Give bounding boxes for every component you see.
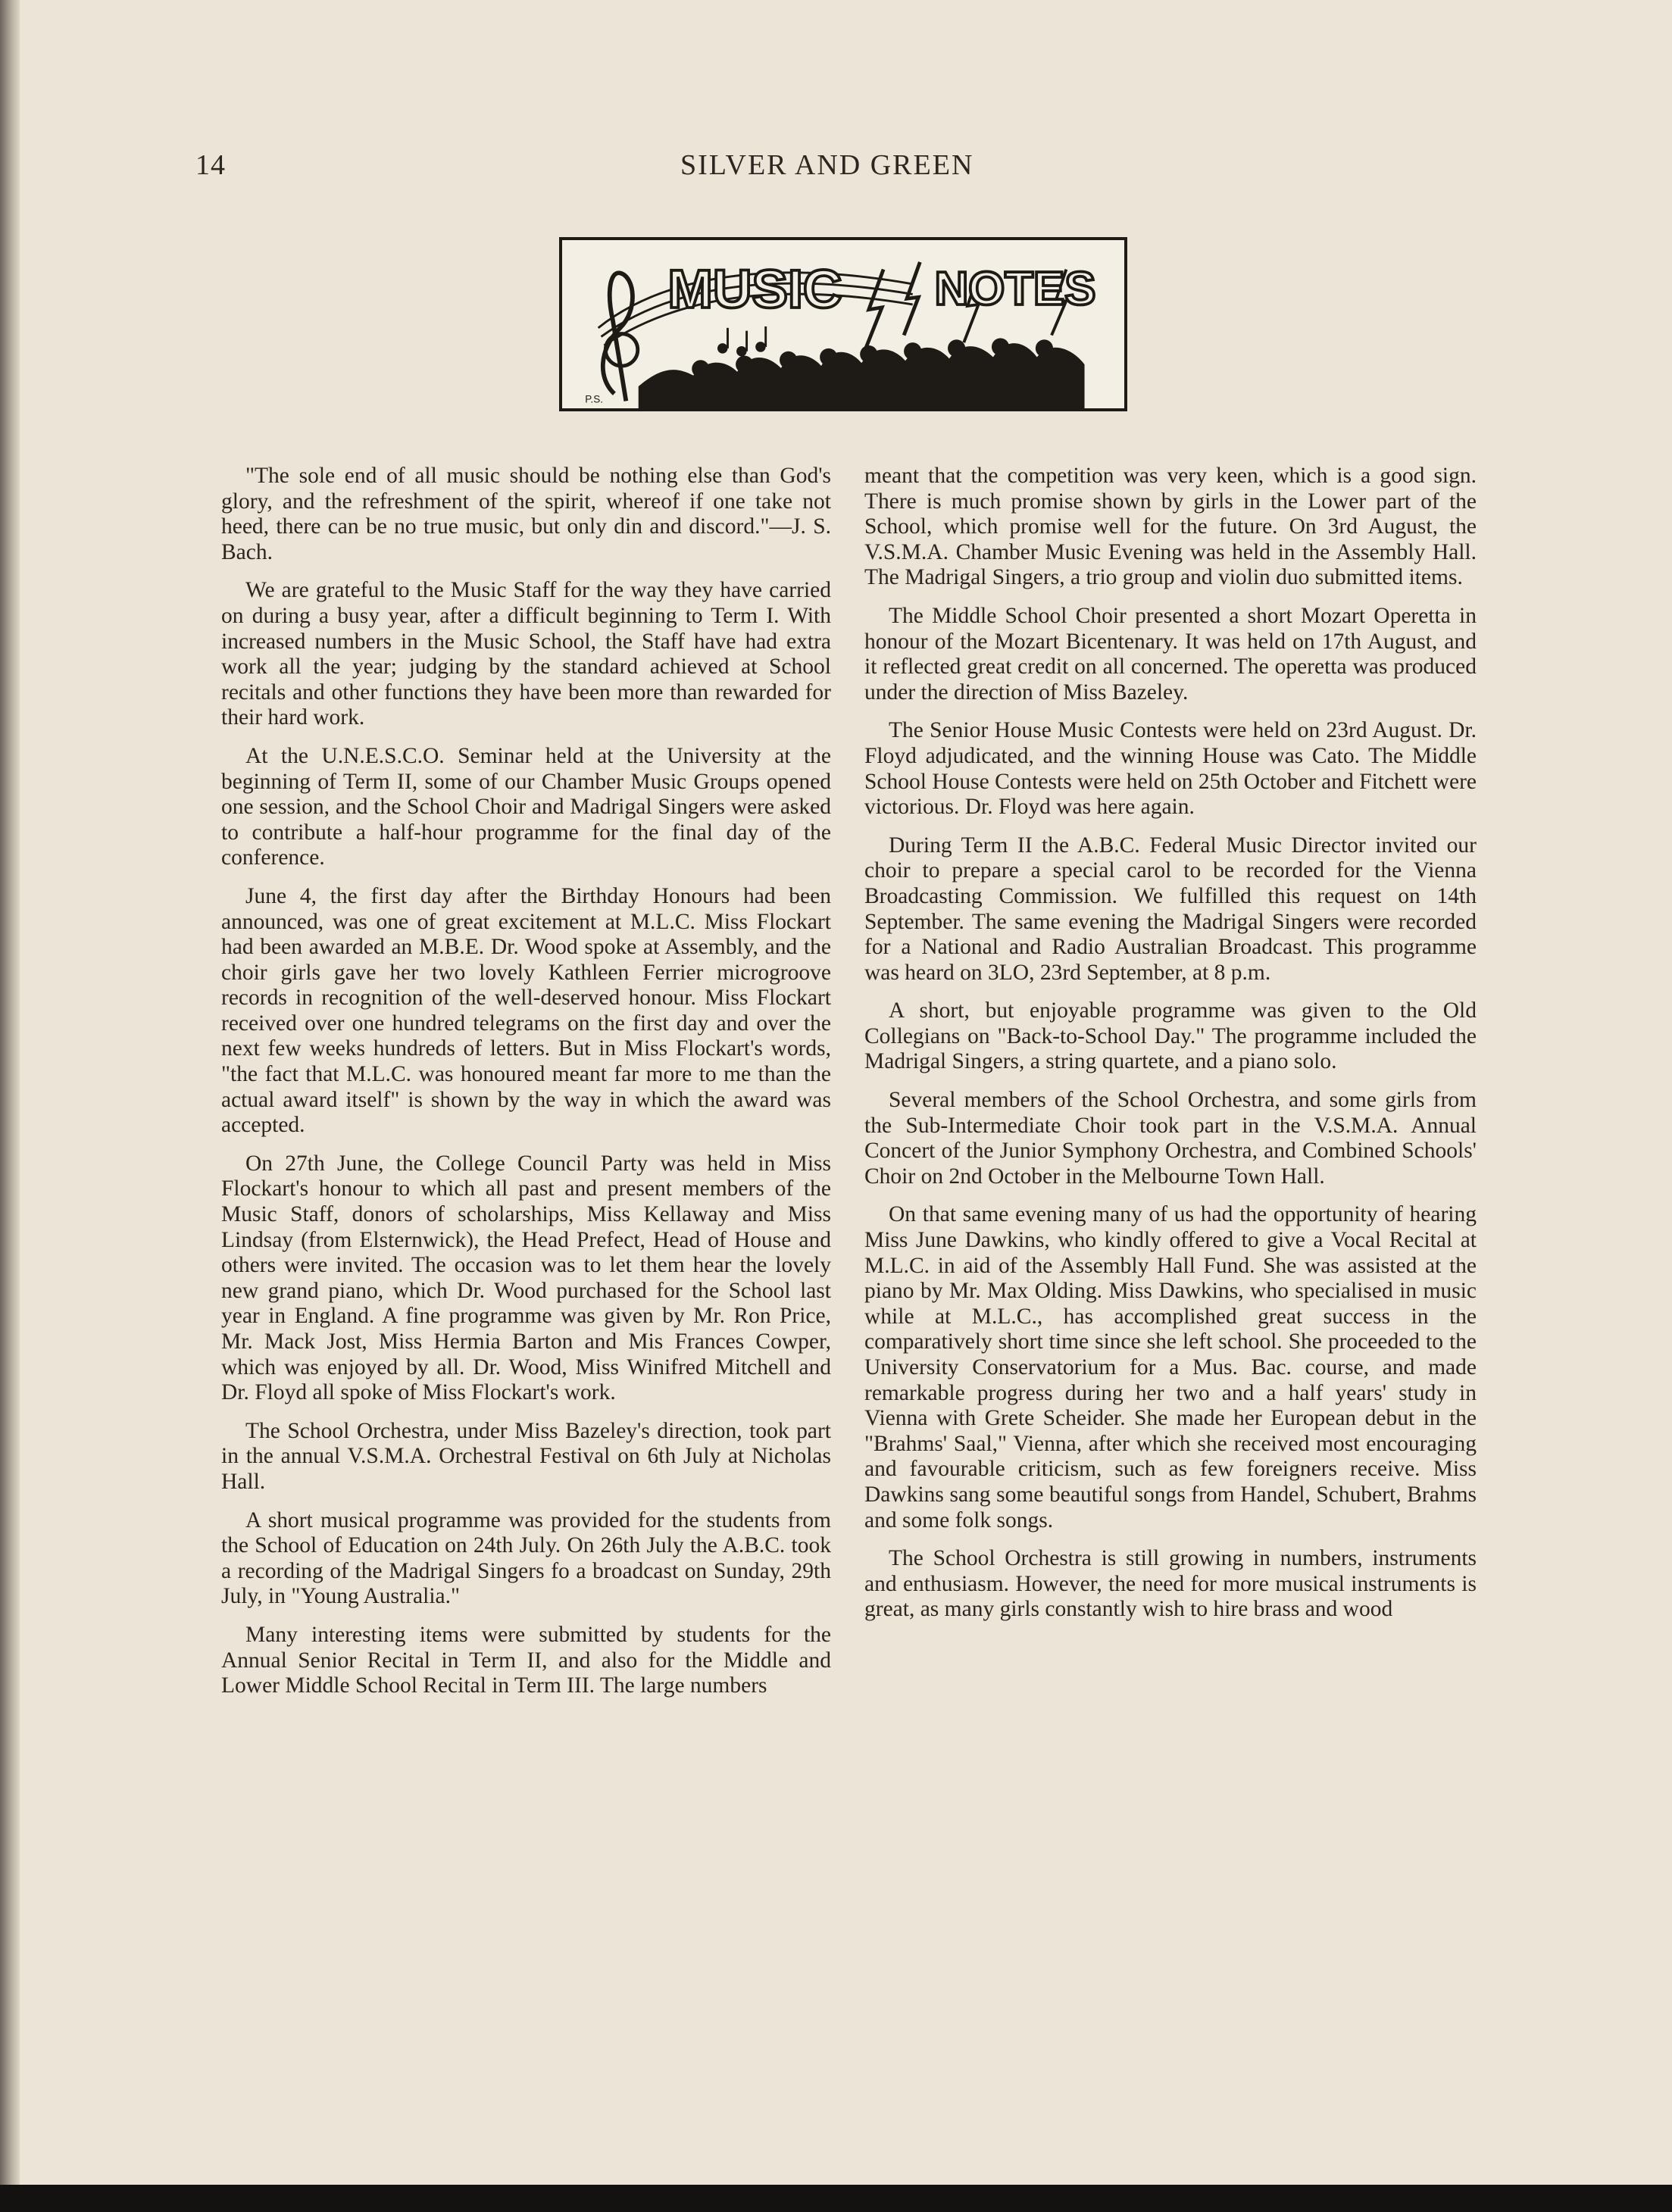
- music-notes-illustration: [562, 240, 1124, 408]
- paragraph: The School Orchestra, under Miss Bazeley's direction, took part in the annual V.S.M.A. Orchestral Festival on 6th July at Nicholas Hall.: [221, 1418, 831, 1494]
- page-bottom-edge: [0, 2185, 1672, 2212]
- paragraph: A short, but enjoyable programme was given to the Old Collegians on "Back-to-School Day." The programme included the Madrigal Singers, a string quartete, and a piano solo.: [864, 998, 1477, 1074]
- paragraph: Many interesting items were submitted by students for the Annual Senior Recital in Term II, and also for the Middle and Lower Middle School Recital in Term III. The large numbers: [221, 1622, 831, 1698]
- right-column: [864, 464, 1477, 1636]
- paragraph: "The sole end of all music should be nothing else than God's glory, and the refreshment of the spirit, whereof if one take not heed, there can be no true music, but only din and discord."—J. S. Bach.: [221, 464, 831, 564]
- paragraph: We are grateful to the Music Staff for the way they have carried on during a busy year, after a difficult beginning to Term I. With increased numbers in the Music School, the Staff have had extra work all the year; judging by the standard achieved at School recitals and other functions they have been more than rewarded for their hard work.: [221, 578, 831, 730]
- paragraph: The Senior House Music Contests were held on 23rd August. Dr. Floyd adjudicated, and the winning House was Cato. The Middle School House Contests were held on 25th October and Fitchett were victorious. Dr. Floyd was here again.: [864, 718, 1477, 820]
- banner-word-music: MUSIC: [667, 258, 842, 320]
- page-number: 14: [195, 149, 226, 181]
- banner-word-notes: NOTES: [934, 262, 1096, 315]
- paragraph: June 4, the first day after the Birthday Honours had been announced, was one of great excitement at M.L.C. Miss Flockart had been awarded an M.B.E. Dr. Wood spoke at Assembly, and the choir girls gave her two lovely Kathleen Ferrier microgroove records in recognition of the well-deserved honour. Miss Flockart received over one hundred telegrams on the first day and over the next few weeks hundreds of letters. But in Miss Flockart's words, "the fact that M.L.C. was honoured meant far more to me than the actual award itself" is shown by the way in which the award was accepted.: [221, 883, 831, 1138]
- paragraph: meant that the competition was very keen, which is a good sign. There is much promise shown by girls in the Lower part of the School, which promise well for the future. On 3rd August, the V.S.M.A. Chamber Music Evening was held in the Assembly Hall. The Madrigal Singers, a trio group and violin duo submitted items.: [864, 464, 1477, 590]
- left-column: [221, 464, 831, 1712]
- paragraph: On that same evening many of us had the opportunity of hearing Miss June Dawkins, who kindly offered to give a Vocal Recital at M.L.C. in aid of the Assembly Hall Fund. She was assisted at the piano by Mr. Max Olding. Miss Dawkins, who specialised in music while at M.L.C., has accomplished great success in the comparatively short time since she left school. She proceeded to the University Conservatorium for a Mus. Bac. course, and made remarkable progress during her two and a half years' study in Vienna with Grete Scheider. She made her European debut in the "Brahms' Saal," Vienna, after which she received most encouraging and favourable criticism, such as few foreigners receive. Miss Dawkins sang some beautiful songs from Handel, Schubert, Brahms and some folk songs.: [864, 1202, 1477, 1532]
- paragraph: On 27th June, the College Council Party was held in Miss Flockart's honour to which all past and present members of the Music Staff, donors of scholarships, Miss Kellaway and Miss Lindsay (from Elsternwick), the Head Prefect, Head of House and others were invited. The occasion was to let them hear the lovely new grand piano, which Dr. Wood purchased for the School last year in England. A fine programme was given by Mr. Ron Price, Mr. Mack Jost, Miss Hermia Barton and Mis Frances Cowper, which was enjoyed by all. Dr. Wood, Miss Winifred Mitchell and Dr. Floyd all spoke of Miss Flockart's work.: [221, 1151, 831, 1405]
- paragraph: Several members of the School Orchestra, and some girls from the Sub-Intermediate Choir took part in the V.S.M.A. Annual Concert of the Junior Symphony Orchestra, and Combined Schools' Choir on 2nd October in the Melbourne Town Hall.: [864, 1088, 1477, 1189]
- music-notes-banner: [559, 237, 1127, 411]
- paragraph: A short musical programme was provided for the students from the School of Education on 24th July. On 26th July the A.B.C. took a recording of the Madrigal Singers fo a broadcast on Sunday, 29th July, in "Young Australia.": [221, 1507, 831, 1609]
- page-binding-edge: [0, 0, 20, 2212]
- banner-signature: P.S.: [585, 393, 604, 405]
- paragraph: The School Orchestra is still growing in numbers, instruments and enthusiasm. However, the need for more musical instruments is great, as many girls constantly wish to hire brass and wood: [864, 1546, 1477, 1622]
- publication-title: SILVER AND GREEN: [680, 149, 974, 181]
- paragraph: At the U.N.E.S.C.O. Seminar held at the University at the beginning of Term II, some of our Chamber Music Groups opened one session, and the School Choir and Madrigal Singers were asked to contribute a half-hour programme for the final day of the conference.: [221, 743, 831, 870]
- paragraph: During Term II the A.B.C. Federal Music Director invited our choir to prepare a special carol to be recorded for the Vienna Broadcasting Commission. We fulfilled this request on 14th September. The same evening the Madrigal Singers were recorded for a National and Radio Australian Broadcast. This programme was heard on 3LO, 23rd September, at 8 p.m.: [864, 833, 1477, 985]
- page-header: [0, 148, 1672, 194]
- paragraph: The Middle School Choir presented a short Mozart Operetta in honour of the Mozart Bicentenary. It was held on 17th August, and it reflected great credit on all concerned. The operetta was produced under the direction of Miss Bazeley.: [864, 603, 1477, 705]
